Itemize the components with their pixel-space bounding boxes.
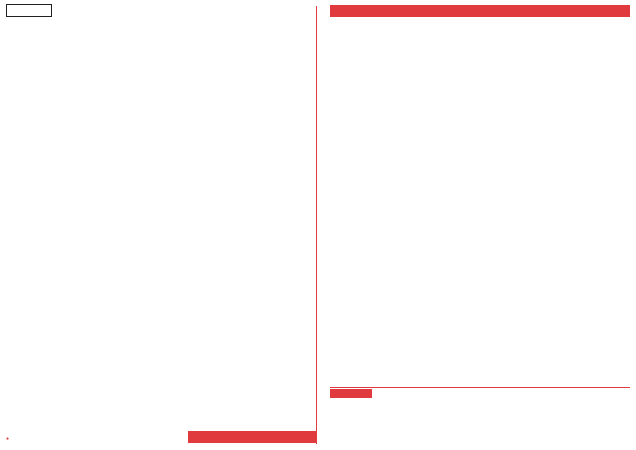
game-tab [330,389,372,398]
brand-logo: ● [6,436,10,442]
notes-header [330,5,630,17]
game-divider [330,387,630,388]
year-badge [6,4,52,17]
vertical-divider [316,6,317,444]
month-bar [188,431,316,443]
